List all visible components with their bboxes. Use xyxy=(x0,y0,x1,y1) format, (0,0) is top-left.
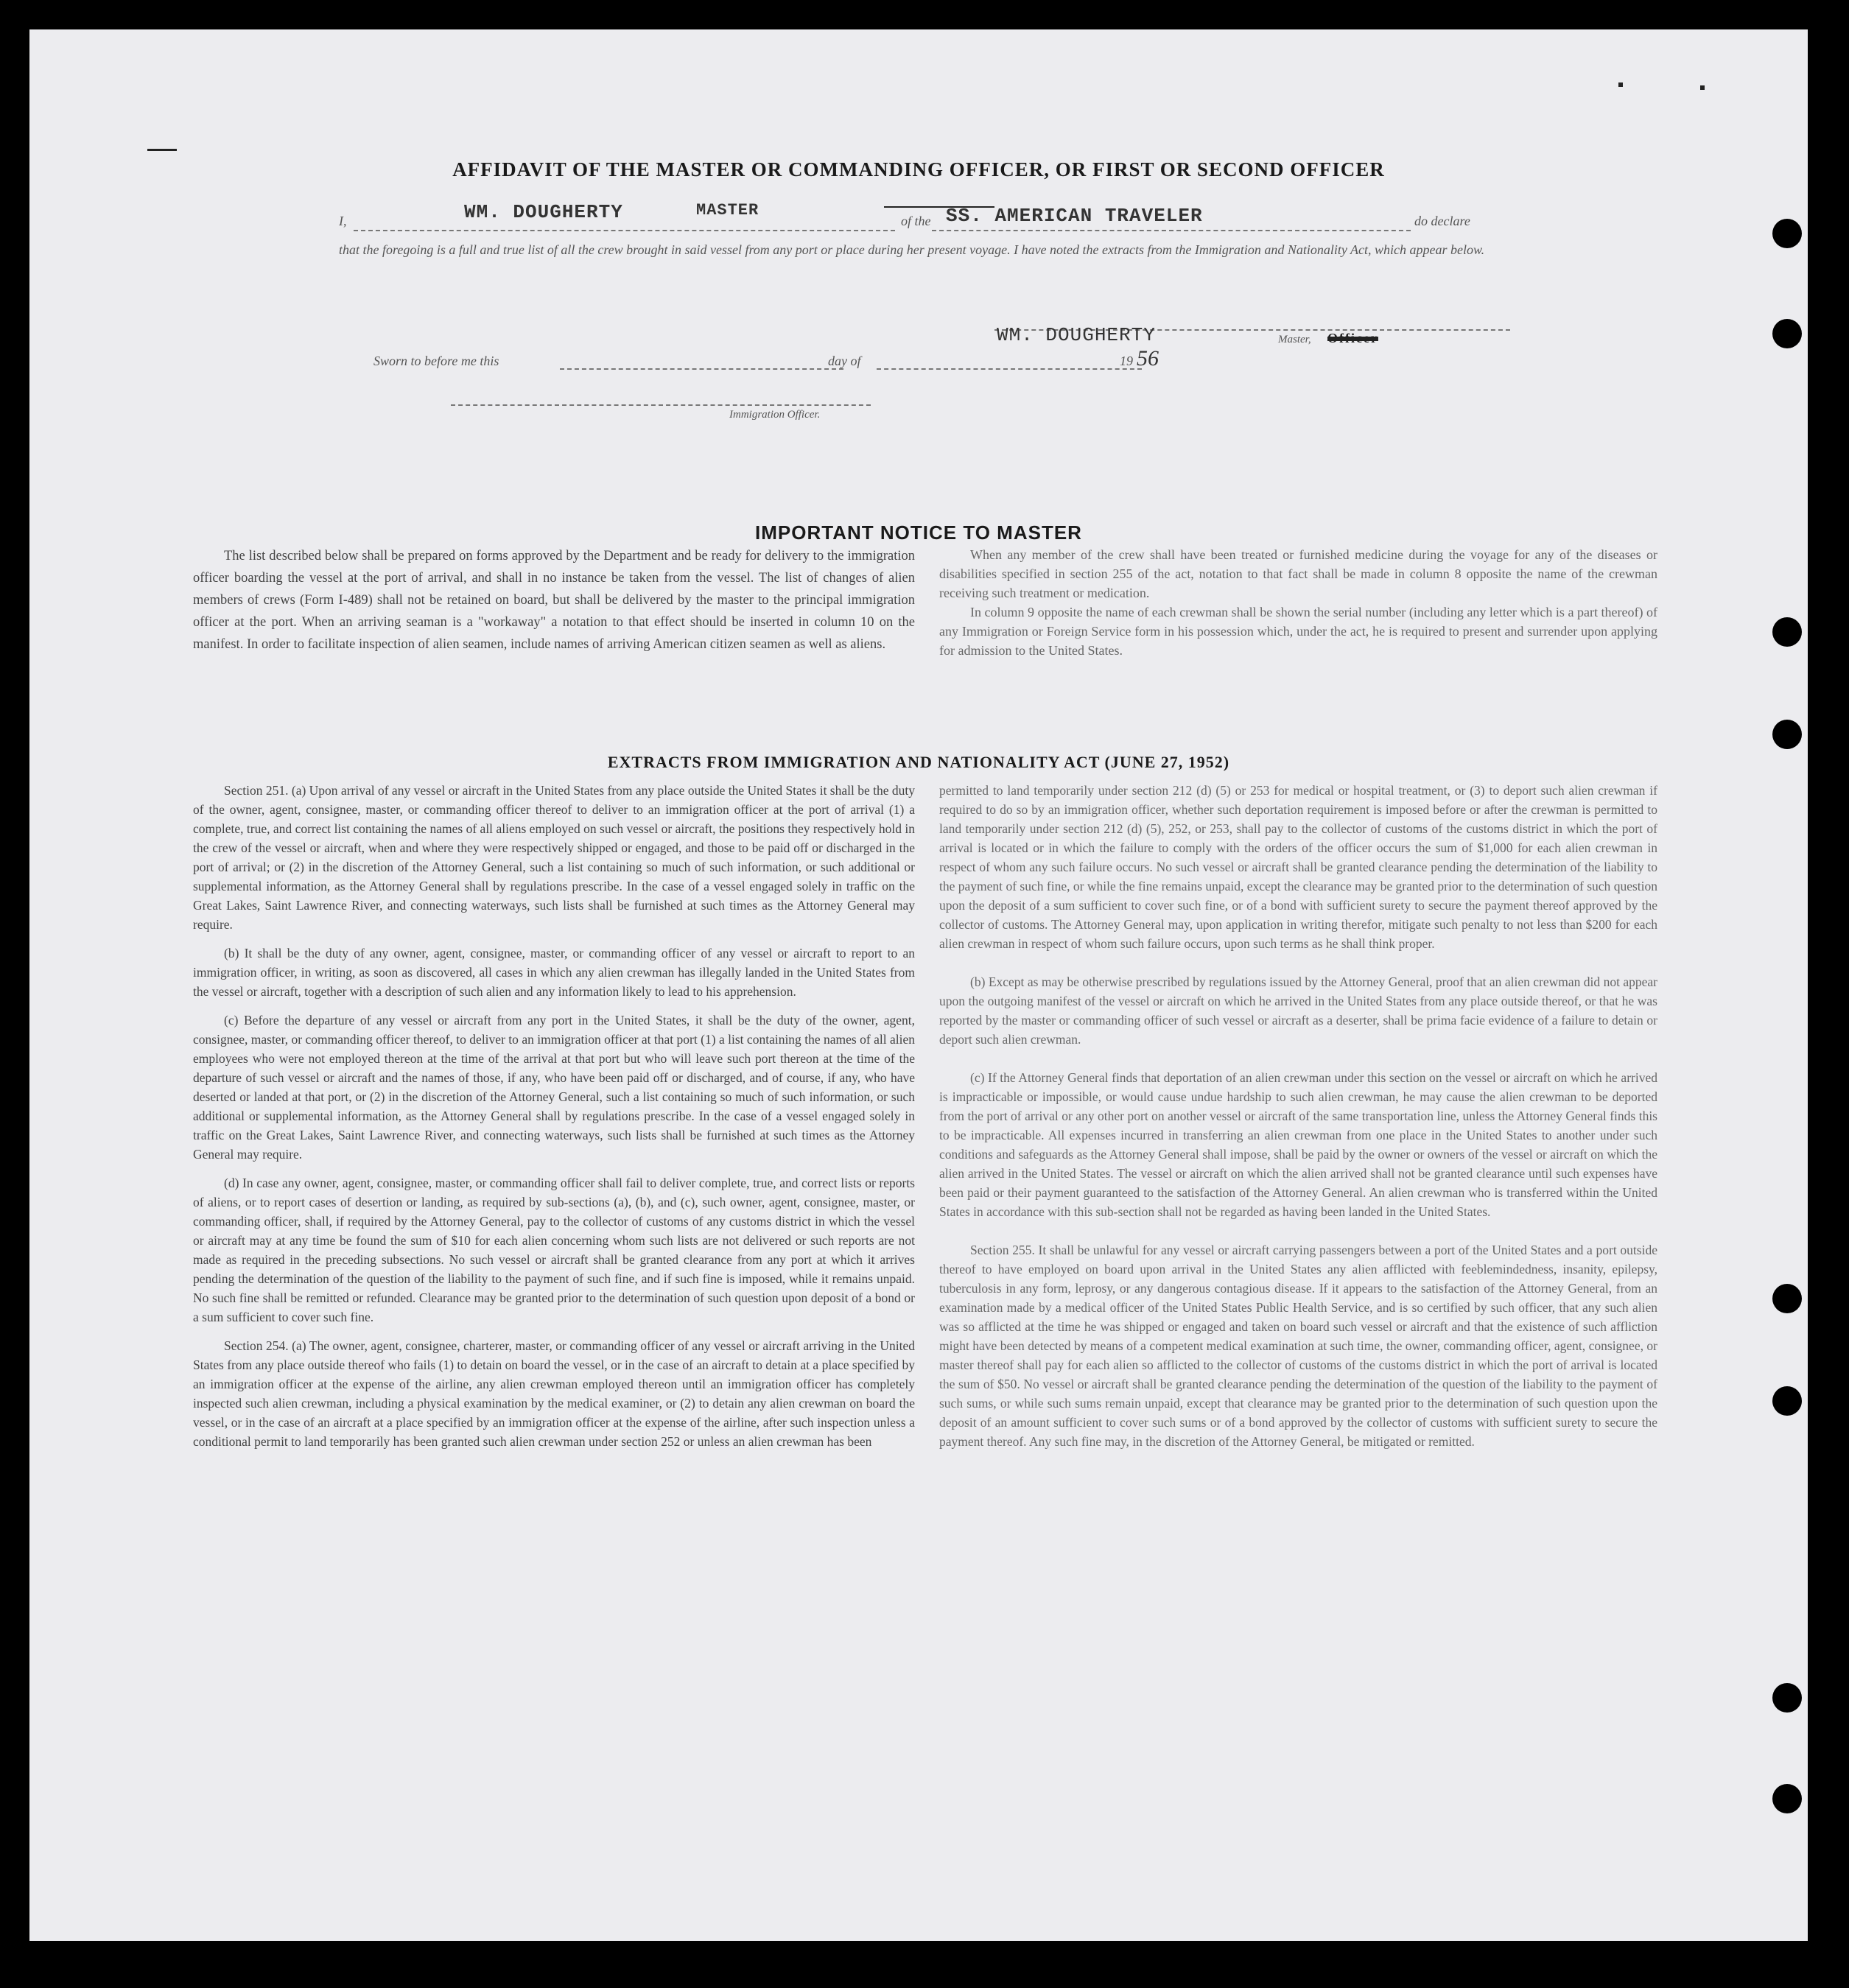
vessel-blank xyxy=(932,230,1411,231)
extracts-right-column xyxy=(939,781,1657,1461)
section-254c: (c) If the Attorney General finds that deportation of an alien crewman under this section on the vessel or aircraft on which he arrived is impracticable or impossible, or would cause undue hardship to such alien crewman, he may cause the alien crewman to be deported from the port of arrival or any other port on another vessel or aircraft of the same transportation line, unless the Attorney General finds this to be impracticable. All expenses incurred in transferring an alien crewman from one place in the United States to another under such conditions and safeguards as the Attorney General shall impose, shall be paid by the owner or owners of the vessel or aircraft on which the alien arrived in the United States. The vessel or aircraft on which the alien arrived shall not be granted clearance until such expenses have been paid or their payment guaranteed to the satisfaction of the Attorney General. An alien crewman who is transferred within the United States in accordance with this sub-section shall not be regarded as having been landed in the United States. xyxy=(939,1070,1657,1219)
binder-hole xyxy=(1772,1284,1802,1313)
sworn-label: Sworn to before me this xyxy=(373,354,499,368)
binder-hole xyxy=(1772,1784,1802,1813)
of-the-label: of the xyxy=(901,214,931,228)
notice-paragraph: In column 9 opposite the name of each crewman shall be shown the serial number (including any letter which is a part thereof) of any Immigration or Foreign Service form in his possession which, under the act, he is required to present and surrender upon applying for admission to the United States. xyxy=(939,605,1657,658)
scan-speck xyxy=(147,149,177,151)
section-251b: (b) It shall be the duty of any owner, agent, consignee, master, or commanding officer of any vessel or aircraft to report to an immigration officer, in writing, as soon as discovered, all cases in which any alien crewman has illegally landed in the United States from the vessel or aircraft, together with a description of such alien and any information likely to lead to his apprehension. xyxy=(193,946,915,999)
officer-name: WM. DOUGHERTY xyxy=(464,201,623,223)
line-prefix: I, xyxy=(339,214,347,228)
binder-hole xyxy=(1772,617,1802,647)
binder-hole xyxy=(1772,1683,1802,1713)
section-254b: (b) Except as may be otherwise prescribed by regulations issued by the Attorney General, proof that an alien crewman did not appear upon the outgoing manifest of the vessel or aircraft on which he arrived in the United States from any place outside thereof, or that he was reported by the master or commanding officer of such vessel or aircraft as a deserter, shall be prima facie evidence of a failure to detain or deport such alien crewman. xyxy=(939,974,1657,1047)
master-signature: WM. DOUGHERTY xyxy=(997,324,1156,346)
day-of-label: day of xyxy=(828,354,861,368)
binder-hole xyxy=(1772,219,1802,248)
notice-paragraph: When any member of the crew shall have been treated or furnished medicine during the voyage for any of the diseases or disabilities specified in section 255 of the act, notation to that fact shall be made in column 8 opposite the name of the crewman receiving such treatment or medication. xyxy=(939,547,1657,600)
declare-label: do declare xyxy=(1414,214,1470,228)
binder-hole xyxy=(1772,1386,1802,1416)
scan-speck xyxy=(1618,82,1623,87)
binder-hole xyxy=(1772,319,1802,348)
section-251a: Section 251. (a) Upon arrival of any vessel or aircraft in the United States from any place outside the United States it shall be the duty of the owner, agent, consignee, master, or commanding officer thereof to deliver to an immigration officer at the port of arrival (1) a complete, true, and correct list containing the names of all aliens employed on such vessel or aircraft, the positions they respectively hold in the crew of the vessel or aircraft, when and where they were respectively shipped or engaged, and those to be paid off or discharged in the port of arrival; or (2) in the discretion of the Attorney General, such a list containing so much of such information, or such additional or supplemental information, as the Attorney General shall by regulations prescribe. In the case of a vessel engaged solely in traffic on the Great Lakes, Saint Lawrence River, and connecting waterways, such lists shall be furnished at such times as the Attorney General may require. xyxy=(193,783,915,932)
day-blank xyxy=(560,368,843,370)
master-label: Master, xyxy=(1278,334,1311,345)
year-prefix: 19 xyxy=(1120,354,1133,368)
document-page xyxy=(29,29,1808,1941)
declaration-text: that the foregoing is a full and true list of all the crew brought in said vessel from any port or place during her present voyage. I have noted the extracts from the Immigration and Nationality Act, which appear below. xyxy=(339,242,1485,257)
notice-left-column xyxy=(193,545,915,665)
extracts-left-column xyxy=(193,781,915,1461)
notice-right-column xyxy=(939,545,1657,670)
immigration-officer-label: Immigration Officer. xyxy=(729,409,821,421)
officer-rank: MASTER xyxy=(696,201,759,219)
name-blank xyxy=(354,230,895,231)
notice-title: IMPORTANT NOTICE TO MASTER xyxy=(755,521,1082,544)
section-251c: (c) Before the departure of any vessel or aircraft from any port in the United States, it shall be the duty of the owner, agent, consignee, master, or commanding officer thereof, to deliver to an immigration officer at that port (1) a list containing the names of all alien employees who were not employed thereon at the time of the arrival at that port but who will leave such port thereon at the time of the departure of such vessel or aircraft and the names of those, if any, who have been paid off or discharged, and of course, if any, who have deserted or landed at that port, or (2) in the discretion of the Attorney General, such a list containing so much of such information, or such additional or supplemental information, as the Attorney General shall by regulations prescribe. In the case of a vessel engaged solely in traffic on the Great Lakes, Saint Lawrence River, and connecting waterways, such lists shall be furnished at such times as the Attorney General may require. xyxy=(193,1013,915,1162)
year-handwritten: 56 xyxy=(1137,346,1159,370)
scan-speck xyxy=(1700,85,1705,90)
extracts-title: EXTRACTS FROM IMMIGRATION AND NATIONALITY ACT (JUNE 27, 1952) xyxy=(607,753,1230,771)
section-254a-cont: permitted to land temporarily under section 212 (d) (5) or 253 for medical or hospital treatment, or (3) to deport such alien crewman if required to do so by an immigration officer, whether such deportation requirement is imposed before or after the crewman is permitted to land temporarily under section 212 (d) (5), 252, or 253, shall pay to the collector of customs of the customs district in which the port of arrival is located or in which the failure to comply with the orders of the officer occurs the sum of $1,000 for each alien crewman in respect of whom any such failure occurs. No such vessel or aircraft shall be granted clearance pending the determination of the liability to the payment of such fine, or while the fine remains unpaid, except the clearance may be granted prior to the determination of such question upon the deposit of a sum sufficient to cover such fine, or of a bond with sufficient surety to secure the payment thereof approved by the collector of customs. The Attorney General may, upon application in writing therefor, mitigate such penalty to not less than $200 for each alien crewman in respect of whom such failure occurs, upon such terms as he shall think proper. xyxy=(939,783,1657,951)
section-254a: Section 254. (a) The owner, agent, consignee, charterer, master, or commanding officer of any vessel or aircraft arriving in the United States from any place outside thereof who fails (1) to detain on board the vessel, or in the case of an aircraft to detain at a place specified by an immigration officer at the expense of the airline, any alien crewman employed thereon until an immigration officer has completely inspected such alien crewman, including a physical examination by the medical examiner, or (2) to detain any alien crewman on board the vessel, or in the case of an aircraft at a place specified by an immigration officer at the expense of the airline, after such inspection unless a conditional permit to land temporarily has been granted such alien crewman under section 252 or unless an alien crewman has been xyxy=(193,1338,915,1449)
affidavit-title: AFFIDAVIT OF THE MASTER OR COMMANDING OFFICER, OR FIRST OR SECOND OFFICER xyxy=(452,158,1385,180)
section-251d: (d) In case any owner, agent, consignee, master, or commanding officer shall fail to deliver complete, true, and correct lists or reports of aliens, or to report cases of desertion or landing, as required by sub-sections (a), (b), and (c), such owner, agent, consignee, master, or commanding officer, shall, if required by the Attorney General, pay to the collector of customs of any customs district in which the vessel or aircraft may at any time be found the sum of $10 for each alien concerning whom such lists are not delivered or such reports are not made as required in the preceding subsections. No such vessel or aircraft shall be granted clearance from any port at which it arrives pending the determination of the question of the liability to the payment of such fine, and if such fine is imposed, while it remains unpaid. No such fine shall be remitted or refunded. Clearance may be granted prior to the determination of such question upon deposit of a bond or a sum sufficient to cover such fine. xyxy=(193,1176,915,1324)
binder-hole xyxy=(1772,720,1802,749)
vessel-name: SS. AMERICAN TRAVELER xyxy=(946,205,1203,227)
section-255: Section 255. It shall be unlawful for any vessel or aircraft carrying passengers between a port of the United States and a port outside thereof to have employed on board upon arrival in the United States any alien afflicted with feeblemindedness, insanity, epilepsy, tuberculosis in any form, leprosy, or any dangerous contagious disease. If it appears to the satisfaction of the Attorney General, from an examination made by a medical officer of the United States Public Health Service, and is so certified by such officer, that any such alien was so afflicted at the time he was shipped or engaged and taken on board such vessel or aircraft and that the existence of such affliction might have been detected by means of a competent medical examination at such time, the owner, commanding officer, agent, consignee, or master thereof shall pay for each alien so afflicted to the collector of customs of the customs district in which the port of arrival is located the sum of $50. No vessel or aircraft shall be granted clearance pending the determination of the question of the liability to the payment of such sums, or while such sums remain unpaid, except that clearance may be granted prior to the determination of such question upon the deposit of an amount sufficient to cover such sums or of a bond approved by the collector of customs with sufficient surety to secure the payment thereof. Any such fine may, in the discretion of the Attorney General, be mitigated or remitted. xyxy=(939,1243,1657,1449)
immigration-officer-line xyxy=(451,404,871,406)
struck-officer: Officer xyxy=(1327,331,1378,345)
notice-paragraph: The list described below shall be prepared on forms approved by the Department and be ready for delivery to the immigration officer boarding the vessel at the port of arrival, and shall in no instance be taken from the vessel. The list of changes of alien members of crews (Form I-489) shall not be retained on board, but shall be delivered by the master to the principal immigration officer at the port. When an arriving seaman is a "workaway" a notation to that effect should be inserted in column 10 on the manifest. In order to facilitate inspection of alien seamen, include names of arriving American citizen seamen as well as aliens. xyxy=(193,549,915,652)
month-blank xyxy=(877,368,1142,370)
